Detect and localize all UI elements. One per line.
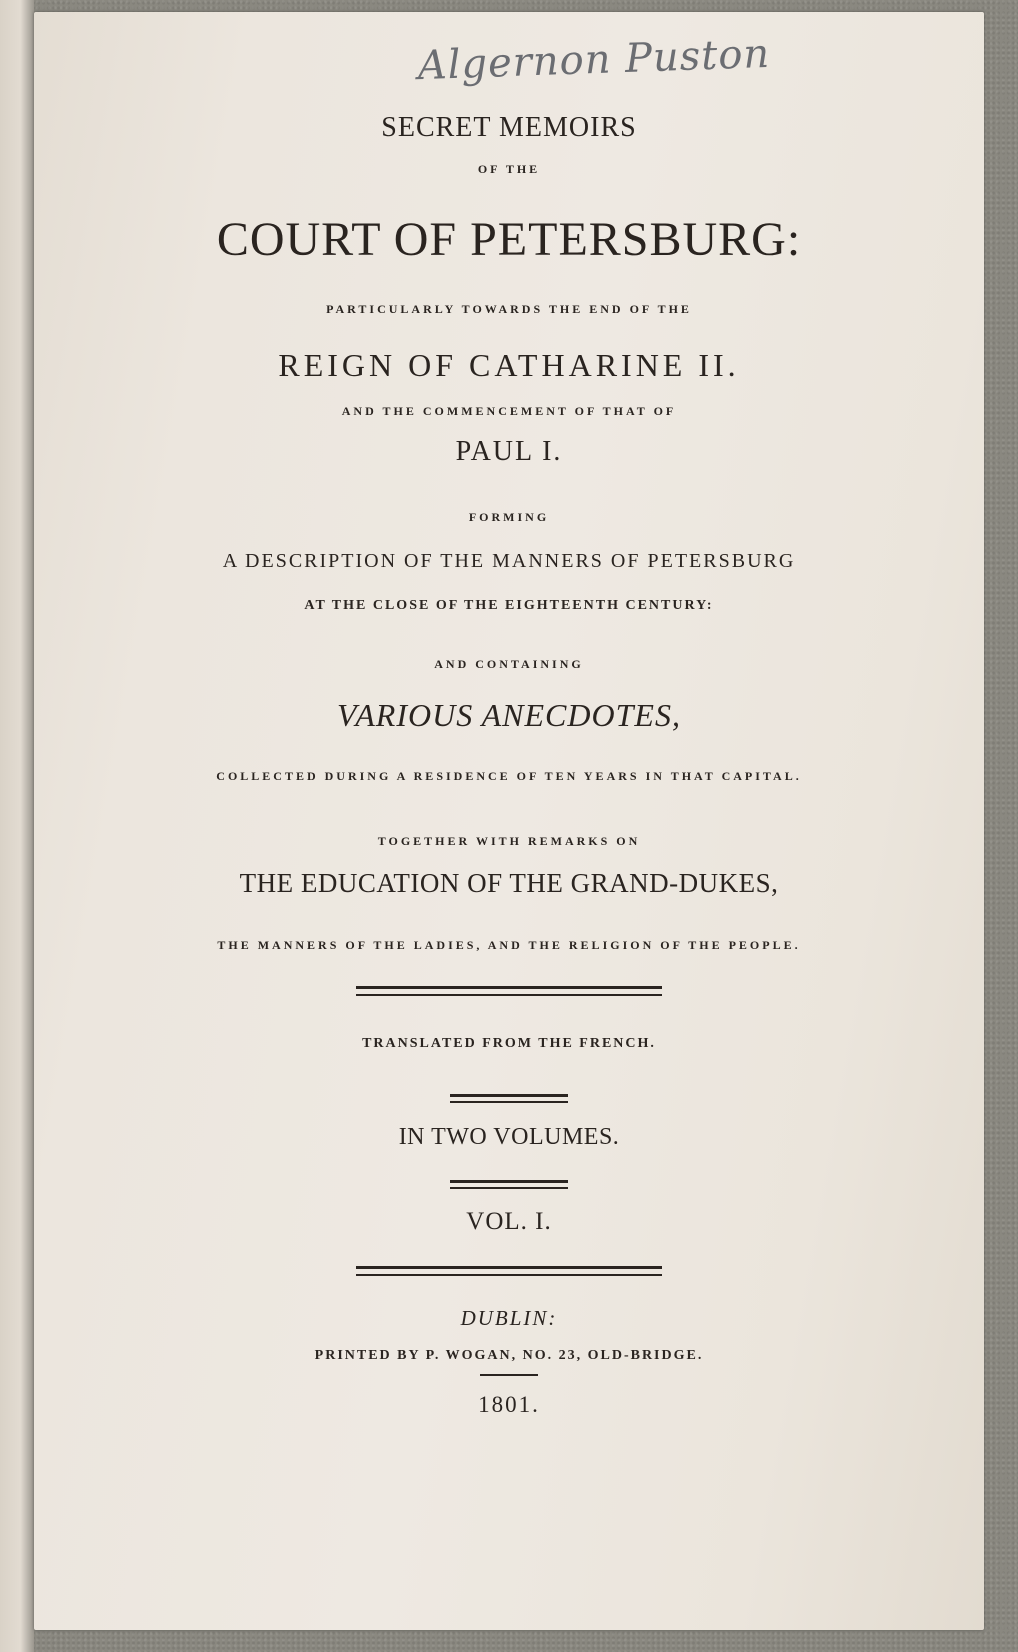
double-rule-4 [356,1266,662,1276]
title-line-particularly: PARTICULARLY TOWARDS THE END OF THE [326,302,692,316]
title-line-collected: COLLECTED DURING A RESIDENCE OF TEN YEARS IN THAT CAPITAL. [216,769,802,783]
title-line-secret-memoirs: SECRET MEMOIRS [381,112,637,143]
title-line-forming: FORMING [468,510,550,524]
title-line-education: THE EDUCATION OF THE GRAND-DUKES, [239,868,779,898]
title-line-eighteenth-century: AT THE CLOSE OF THE EIGHTEENTH CENTURY: [304,598,714,613]
title-line-various-anecdotes: VARIOUS ANECDOTES, [337,697,681,733]
imprint-city: DUBLIN: [460,1306,558,1330]
handwritten-signature: Algernon Puston [416,30,771,90]
double-rule-2 [450,1094,568,1103]
imprint-year: 1801. [478,1392,540,1417]
volume-number: VOL. I. [466,1208,552,1235]
translated-from-french: TRANSLATED FROM THE FRENCH. [362,1036,656,1051]
title-line-reign-of-catharine: REIGN OF CATHARINE II. [278,347,740,383]
title-line-and-containing: AND CONTAINING [434,657,584,671]
title-line-court-of-petersburg: COURT OF PETERSBURG: [216,213,802,266]
title-line-commencement: AND THE COMMENCEMENT OF THAT OF [341,404,677,418]
title-page [34,12,984,1630]
imprint-printer: PRINTED BY P. WOGAN, NO. 23, OLD-BRIDGE. [314,1348,704,1363]
adjacent-page-edge [0,0,34,1652]
imprint-short-rule [480,1374,538,1376]
double-rule-3 [450,1180,568,1189]
title-line-manners-of-ladies: THE MANNERS OF THE LADIES, AND THE RELIGION OF THE PEOPLE. [217,938,801,952]
in-two-volumes: IN TWO VOLUMES. [398,1124,620,1150]
title-line-paul-i: PAUL I. [455,436,563,467]
title-line-description: A DESCRIPTION OF THE MANNERS OF PETERSBURG [222,550,796,572]
title-line-of-the: OF THE [477,162,541,176]
double-rule-1 [356,986,662,996]
title-line-together-with: TOGETHER WITH REMARKS ON [377,834,641,848]
